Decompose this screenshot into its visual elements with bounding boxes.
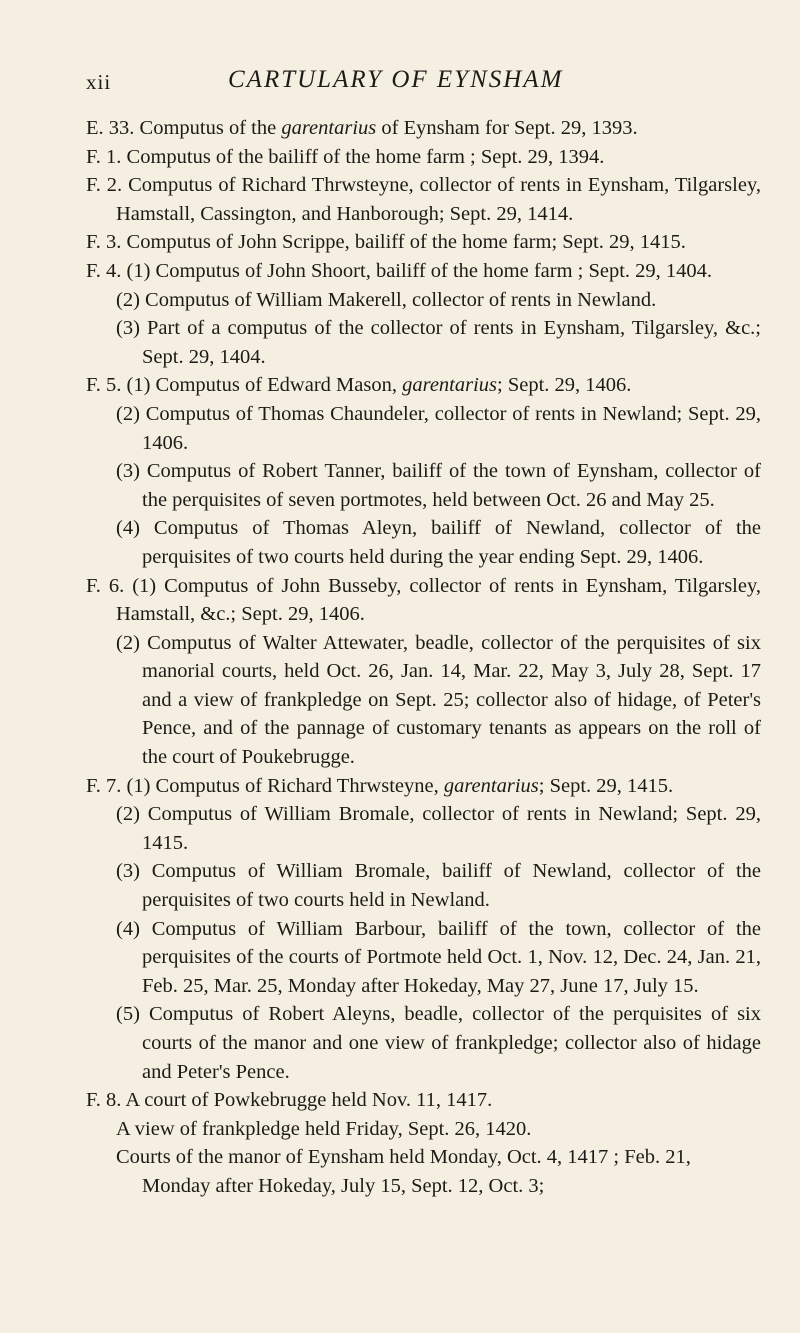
- entry-mark: F. 6.: [86, 574, 125, 597]
- entry-mark: F. 3.: [86, 231, 122, 254]
- entry-f6: [86, 572, 761, 629]
- entry-mark: F. 5.: [86, 374, 122, 397]
- entry-text: Computus of the: [139, 117, 282, 139]
- entry-text: (1) Computus of Edward Mason,: [126, 374, 403, 397]
- entry-f5-item-4: (4) Computus of Thomas Aleyn, bailiff of Newland, collector of the perquisites of two courts held during the year ending Sept. 29, 1406.: [116, 517, 761, 568]
- entry-f7-item-5: (5) Computus of Robert Aleyns, beadle, collector of the perquisites of six courts of the manor and one view of frankpledge; collector also of hidage and Peter's Pence.: [116, 1003, 761, 1083]
- entry-text: ; Sept. 29, 1415.: [538, 774, 674, 797]
- entry-mark: F. 4.: [86, 259, 122, 282]
- entry-e33: [86, 114, 761, 143]
- entry-italic-term: garentarius: [281, 117, 377, 139]
- entry-text: A court of Powkebrugge held Nov. 11, 1417.: [125, 1089, 493, 1112]
- entry-text: (1) Computus of Richard Thrwsteyne,: [126, 774, 444, 797]
- entry-f7: [86, 772, 761, 801]
- entry-f7-item-2: (2) Computus of William Bromale, collector of rents in Newland; Sept. 29, 1415.: [116, 803, 761, 854]
- entry-f8: [86, 1086, 761, 1115]
- entry-italic-term: garentarius: [443, 774, 539, 797]
- entry-text: of Eynsham for Sept. 29, 1393.: [376, 117, 638, 139]
- entry-f3: [86, 228, 761, 257]
- entry-f8-item-3: Courts of the manor of Eynsham held Monday, Oct. 4, 1417 ; Feb. 21, Monday after Hokeday, July 15, Sept. 12, Oct. 3;: [116, 1146, 691, 1197]
- entry-f7-item-3: (3) Computus of William Bromale, bailiff of Newland, collector of the perquisites of two courts held in Newland.: [116, 860, 761, 912]
- entry-text: Computus of the bailiff of the home farm ; Sept. 29, 1394.: [126, 145, 605, 168]
- entry-mark: E. 33.: [86, 117, 135, 139]
- entry-text: (1) Computus of John Shoort, bailiff of the home farm ; Sept. 29, 1404.: [126, 259, 713, 282]
- entry-f4: [86, 257, 761, 286]
- entry-mark: F. 2.: [86, 174, 123, 197]
- page-header: [86, 60, 746, 100]
- entry-f4-item-2: (2) Computus of William Makerell, collector of rents in Newland.: [116, 288, 657, 311]
- entry-f5: [86, 371, 761, 400]
- document-body: [86, 114, 761, 1201]
- entry-f5-item-2: (2) Computus of Thomas Chaundeler, collector of rents in Newland; Sept. 29, 1406.: [116, 402, 761, 454]
- entry-f7-item-4: (4) Computus of William Barbour, bailiff of the town, collector of the perquisites of the courts of Portmote held Oct. 1, Nov. 12, Dec. 24, Jan. 21, Feb. 25, Mar. 25, Monday after Hokeday, May 27, June 17, July 15.: [116, 917, 761, 997]
- entry-f5-item-3: (3) Computus of Robert Tanner, bailiff of the town of Eynsham, collector of the perquisites of seven portmotes, held between Oct. 26 and May 25.: [116, 460, 761, 511]
- entry-f8-item-2: A view of frankpledge held Friday, Sept. 26, 1420.: [116, 1117, 532, 1140]
- entry-text: ; Sept. 29, 1406.: [497, 374, 632, 397]
- entry-mark: F. 8.: [86, 1089, 122, 1112]
- entry-text: (1) Computus of John Busseby, collector of rents in Eynsham, Tilgarsley, Hamstall, &c.; Sept. 29, 1406.: [116, 574, 762, 626]
- page-number: xii: [86, 70, 112, 94]
- entry-f6-item-2: (2) Computus of Walter Attewater, beadle, collector of the perquisites of six manorial courts, held Oct. 26, Jan. 14, Mar. 22, May 3, July 28, Sept. 17 and a view of frankpledge on Sept. 25; collector also of hidage, of Peter's Pence, and of the pannage of customary tenants as appears on the roll of the court of Poukebrugge.: [116, 631, 761, 769]
- entry-italic-term: garentarius: [402, 374, 498, 397]
- entry-text: Computus of John Scrippe, bailiff of the home farm; Sept. 29, 1415.: [126, 231, 686, 254]
- entry-text: Computus of Richard Thrwsteyne, collector of rents in Eynsham, Tilgarsley, Hamstall, Cassington, and Hanborough; Sept. 29, 1414.: [116, 174, 761, 225]
- entry-mark: F. 1.: [86, 145, 122, 168]
- entry-f4-item-3: (3) Part of a computus of the collector of rents in Eynsham, Tilgarsley, &c.; Sept. 29, 1404.: [116, 317, 761, 368]
- entry-mark: F. 7.: [86, 774, 122, 797]
- entry-f2: [86, 171, 761, 228]
- running-title: CARTULARY OF EYNSHAM: [228, 66, 564, 93]
- entry-f1: [86, 143, 761, 172]
